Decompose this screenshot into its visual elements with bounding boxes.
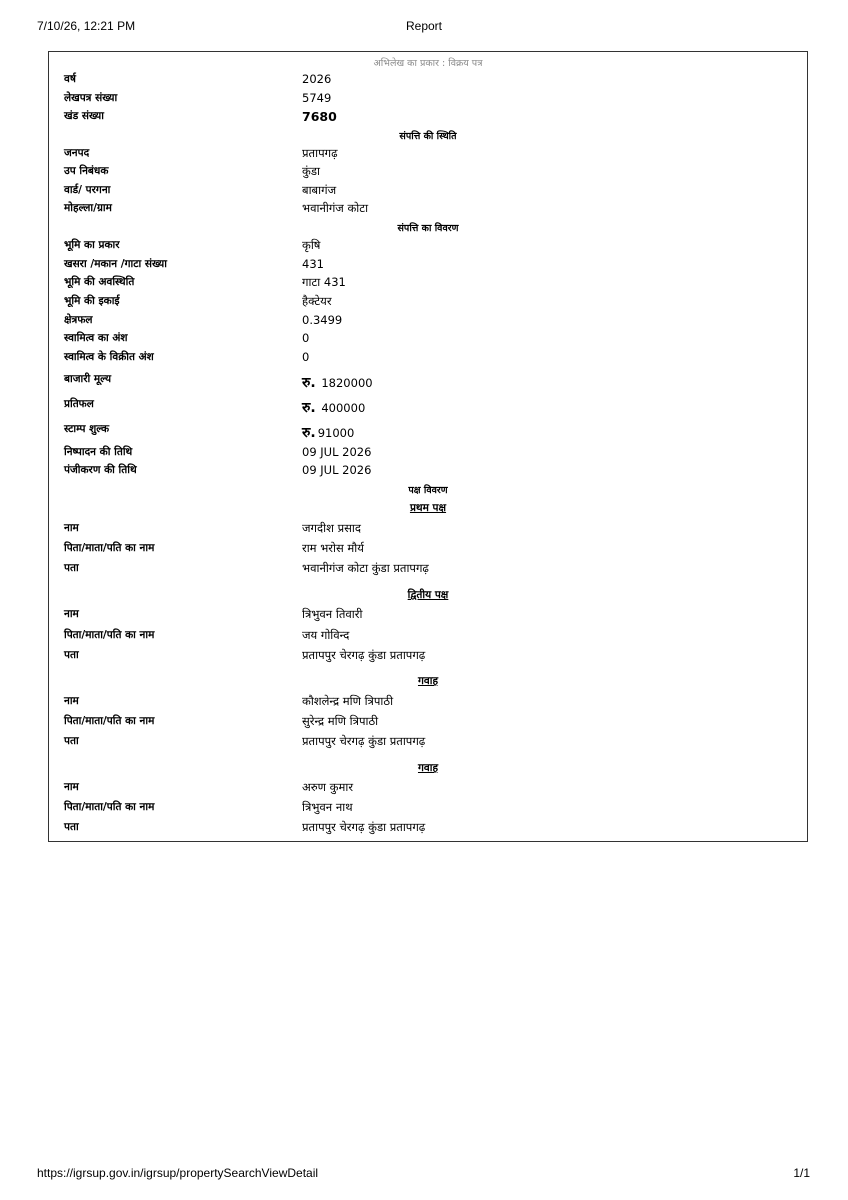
party-relation-label: पिता/माता/पति का नाम: [64, 542, 155, 554]
report-panel: [48, 51, 808, 842]
stamp-duty-value: 91000: [317, 426, 355, 440]
registration-date-row: [49, 463, 807, 481]
year-value: 2026: [302, 72, 332, 86]
party-relation-row: [49, 541, 807, 559]
party-name-row: [49, 607, 807, 625]
document-no-label: लेखपत्र संख्या: [64, 92, 118, 104]
print-header: [0, 19, 848, 35]
party-name-label: नाम: [64, 522, 79, 534]
party-relation-value: जय गोविन्द: [302, 628, 350, 642]
registration-date-label: पंजीकरण की तिथि: [64, 464, 137, 476]
locality-label: मोहल्ला/ग्राम: [64, 202, 112, 214]
sold-share-row: [49, 350, 807, 368]
volume-no-label: खंड संख्या: [64, 110, 104, 122]
sub-registrar-label: उप निबंधक: [64, 165, 109, 177]
rupee-symbol: रु.: [302, 425, 316, 441]
district-row: [49, 146, 807, 164]
rupee-symbol: रु.: [302, 400, 316, 416]
party-name-label: नाम: [64, 608, 79, 620]
page-number: 1/1: [793, 1166, 810, 1180]
party-name-row: [49, 694, 807, 712]
second-party-heading: द्वितीय पक्ष: [407, 589, 449, 601]
khasra-row: [49, 257, 807, 275]
market-value-row: [49, 372, 807, 394]
party-name-value: त्रिभुवन तिवारी: [302, 607, 363, 621]
ward-label: वार्ड/ परगना: [64, 184, 111, 196]
market-value-value: 1820000: [321, 376, 373, 390]
print-datetime: 7/10/26, 12:21 PM: [37, 19, 136, 33]
print-footer: [0, 1166, 848, 1182]
land-type-value: कृषि: [302, 238, 321, 252]
first-party-heading: प्रथम पक्ष: [409, 502, 447, 514]
land-unit-label: भूमि की इकाई: [64, 295, 120, 307]
execution-date-label: निष्पादन की तिथि: [64, 446, 133, 458]
party-name-value: अरुण कुमार: [302, 780, 354, 794]
document-no-row: [49, 91, 807, 109]
land-type-row: [49, 238, 807, 256]
land-position-row: [49, 275, 807, 293]
party-name-value: जगदीश प्रसाद: [302, 521, 361, 535]
year-row: [49, 72, 807, 90]
consideration-value: 400000: [321, 401, 366, 415]
party-address-label: पता: [64, 649, 79, 661]
party-name-label: नाम: [64, 781, 79, 793]
ward-value: बाबागंज: [302, 183, 337, 197]
party-address-row: [49, 734, 807, 752]
sub-registrar-row: [49, 164, 807, 182]
district-label: जनपद: [64, 147, 90, 159]
registration-date-value: 09 JUL 2026: [302, 463, 372, 477]
stamp-duty-label: स्टाम्प शुल्क: [64, 423, 110, 435]
consideration-row: [49, 397, 807, 419]
khasra-label: खसरा /मकान /गाटा संख्या: [64, 258, 167, 270]
party-name-label: नाम: [64, 695, 79, 707]
locality-row: [49, 201, 807, 219]
witness-heading: गवाह: [417, 675, 439, 687]
party-address-row: [49, 648, 807, 666]
property-details-heading: संपत्ति का विवरण: [397, 223, 459, 234]
party-address-value: प्रतापपुर चेरगढ़ कुंडा प्रतापगढ़: [302, 734, 426, 748]
khasra-value: 431: [302, 257, 324, 271]
party-address-value: प्रतापपुर चेरगढ़ कुंडा प्रतापगढ़: [302, 648, 426, 662]
party-name-row: [49, 780, 807, 798]
party-address-row: [49, 820, 807, 838]
party-relation-row: [49, 800, 807, 818]
ownership-share-row: [49, 331, 807, 349]
print-title: Report: [405, 19, 443, 33]
rupee-symbol: रु.: [302, 375, 316, 391]
sold-share-value: 0: [302, 350, 310, 364]
party-relation-value: सुरेन्द्र मणि त्रिपाठी: [302, 714, 379, 728]
party-address-value: प्रतापपुर चेरगढ़ कुंडा प्रतापगढ़: [302, 820, 426, 834]
party-address-row: [49, 561, 807, 579]
parties-heading: पक्ष विवरण: [408, 485, 448, 496]
party-relation-label: पिता/माता/पति का नाम: [64, 801, 155, 813]
party-address-value: भवानीगंज कोटा कुंडा प्रतापगढ़: [302, 561, 429, 575]
ward-row: [49, 183, 807, 201]
execution-date-row: [49, 445, 807, 463]
volume-no-row: [49, 109, 807, 127]
party-relation-row: [49, 714, 807, 732]
party-relation-row: [49, 628, 807, 646]
locality-value: भवानीगंज कोटा: [302, 201, 369, 215]
property-location-heading: संपत्ति की स्थिति: [399, 131, 457, 142]
party-relation-value: राम भरोस मौर्य: [302, 541, 364, 555]
sold-share-label: स्वामित्व के विक्रीत अंश: [64, 351, 154, 363]
party-relation-label: पिता/माता/पति का नाम: [64, 629, 155, 641]
party-address-label: पता: [64, 821, 79, 833]
document-no-value: 5749: [302, 91, 332, 105]
consideration-label: प्रतिफल: [64, 398, 94, 410]
land-position-label: भूमि की अवस्थिति: [64, 276, 135, 288]
document-type: अभिलेख का प्रकार : विक्रय पत्र: [373, 58, 483, 69]
area-value: 0.3499: [302, 313, 343, 327]
year-label: वर्ष: [64, 73, 76, 85]
land-unit-row: [49, 294, 807, 312]
market-value-label: बाजारी मूल्य: [64, 373, 112, 385]
party-name-value: कौशलेन्द्र मणि त्रिपाठी: [302, 694, 394, 708]
ownership-share-label: स्वामित्व का अंश: [64, 332, 128, 344]
execution-date-value: 09 JUL 2026: [302, 445, 372, 459]
area-row: [49, 313, 807, 331]
volume-no-value: 7680: [302, 109, 337, 124]
print-url: https://igrsup.gov.in/igrsup/propertySearchViewDetail: [37, 1166, 319, 1180]
witness-heading: गवाह: [417, 762, 439, 774]
party-address-label: पता: [64, 735, 79, 747]
land-type-label: भूमि का प्रकार: [64, 239, 120, 251]
party-address-label: पता: [64, 562, 79, 574]
stamp-duty-row: [49, 422, 807, 444]
district-value: प्रतापगढ़: [302, 146, 338, 160]
ownership-share-value: 0: [302, 331, 310, 345]
party-name-row: [49, 521, 807, 539]
party-relation-value: त्रिभुवन नाथ: [302, 800, 353, 814]
party-relation-label: पिता/माता/पति का नाम: [64, 715, 155, 727]
land-unit-value: हैक्टेयर: [302, 294, 332, 308]
sub-registrar-value: कुंडा: [302, 164, 320, 178]
land-position-value: गाटा 431: [302, 275, 346, 289]
area-label: क्षेत्रफल: [64, 314, 93, 326]
